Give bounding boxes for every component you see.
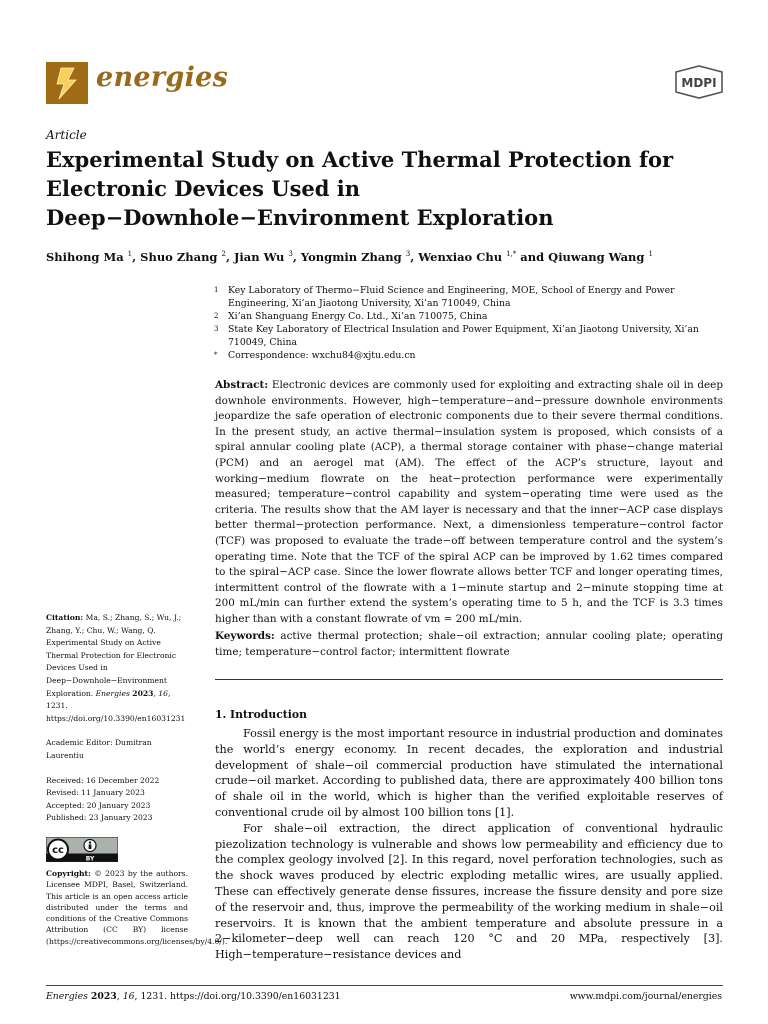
affiliation-item	[214, 323, 726, 349]
author-name: Jian Wu	[233, 249, 285, 264]
footer-citation: Energies 2023, 16, 1231. https://doi.org/10.3390/en16031231	[46, 991, 341, 1002]
citation-block: Citation: Ma, S.; Zhang, S.; Wu, J.; Zhang, Y.; Chu, W.; Wang, Q. Experimental Study on Active Thermal Protection for Electronic Devices Used in Deep−Downhole−Environment Exploration. Energies 2023, 16, 1231. https://doi.org/10.3390/en16031231	[46, 613, 186, 723]
section-divider	[215, 679, 723, 680]
published-date: Published: 23 January 2023	[46, 813, 153, 823]
keywords-label: Keywords:	[215, 630, 275, 642]
author-affiliation-mark: 1	[648, 250, 653, 258]
author-separator: ,	[292, 249, 301, 264]
footer-journal: Energies	[46, 991, 88, 1002]
citation-volume: 16	[158, 688, 168, 698]
abstract-label: Abstract:	[215, 379, 269, 391]
academic-editor: Academic Editor: Dumitran Laurentiu	[46, 738, 152, 760]
affiliation-item	[214, 349, 726, 362]
journal-name: energies	[96, 62, 229, 93]
page-title: Experimental Study on Active Thermal Protection for Electronic Devices Used in Deep−Downhole−Environment Exploration	[46, 147, 674, 230]
author-separator: ,	[225, 249, 234, 264]
footer-year: 2023	[90, 991, 117, 1002]
keywords-text: active thermal protection; shale−oil extraction; annular cooling plate; operating time; temperature−control factor; intermittent flowrate	[215, 630, 723, 658]
author-list	[46, 246, 726, 265]
author-name: Qiuwang Wang	[548, 249, 645, 264]
article-info-sidebar	[46, 612, 228, 947]
svg-text:MDPI: MDPI	[681, 76, 717, 90]
journal-logo-icon	[46, 62, 88, 104]
footer-doi-link[interactable]: , 1231. https://doi.org/10.3390/en16031231	[134, 991, 341, 1002]
affiliation-text: Xi’an Shanguang Energy Co. Ltd., Xi’an 710075, China	[228, 311, 488, 322]
accepted-date: Accepted: 20 January 2023	[46, 800, 151, 810]
abstract-text: Electronic devices are commonly used for exploiting and extracting shale oil in deep downhole environments. However, high−temperature−and−pressure downhole environments jeopardize the safe operation of electronic components due to their severe thermal conditions. In the present study, an active thermal−insulation system is proposed, which consists of a spiral annular cooling plate (ACP), a thermal storage container with phase−change material (PCM) and an aerogel mat (AM). The effect of the ACP’s structure, layout and working−medium flowrate on the heat−protection performance were experimentally measured; temperature−control capability and system−operating time were used as the criteria. The results show that the AM layer is necessary and that the inner−ACP case displays better thermal−protection performance. Next, a dimensionless temperature−control factor (TCF) was proposed to evaluate the trade−off between temperature control and the system’s operating time. Note that the TCF of the spiral ACP can be improved by 1.62 times compared to the spiral−ACP case. Since the lower flowrate allows better TCF and longer operating times, intermittent control of the flowrate with a 1−minute startup and 2−minute stopping time at 200 mL/min can further extend the system’s operating time to 5 h, and the TCF is 3.3 times higher than with a constant flowrate of vm = 200 mL/min.	[215, 379, 723, 625]
footer-volume: 16	[122, 991, 135, 1002]
author-affiliation-mark: 3	[288, 250, 293, 258]
citation-year: 2023	[132, 688, 154, 698]
affiliation-text: Correspondence: wxchu84@xjtu.edu.cn	[228, 350, 416, 361]
affiliation-text: State Key Laboratory of Electrical Insulation and Power Equipment, Xi’an Jiaotong University, Xi’an 710049, China	[228, 324, 699, 348]
paragraph: Fossil energy is the most important resource in industrial production and dominates the world’s energy economy. In recent decades, the exploration and industrial development of shale−oil commercial production have stimulated the international crude−oil market. According to published data, there are approximately 400 billion tons of shale oil in the world, which is higher than the verified exploitable reserves of conventional crude oil by almost 100 billion tons [1].	[215, 727, 723, 819]
author-separator: and	[516, 249, 549, 264]
citation-label: Citation:	[46, 613, 84, 622]
abstract	[215, 378, 723, 628]
affiliation-mark: 3	[214, 325, 219, 333]
affiliation-mark: 1	[214, 286, 219, 294]
affiliation-mark: 2	[214, 312, 219, 320]
citation-text: Ma, S.; Zhang, S.; Wu, J.; Zhang, Y.; Chu, W.; Wang, Q. Experimental Study on Active Thermal Protection for Electronic Devices Used in Deep−Downhole−Environment Exploration.	[46, 613, 182, 698]
affiliation-item	[214, 310, 726, 323]
citation-doi-link[interactable]: , 1231. https://doi.org/10.3390/en16031231	[46, 688, 186, 723]
affiliation-mark: *	[214, 351, 218, 359]
affiliation-text: Key Laboratory of Thermo−Fluid Science and Engineering, MOE, School of Energy and Power Engineering, Xi’an Jiaotong University, Xi’an 710049, China	[228, 285, 675, 309]
svg-text:cc: cc	[52, 844, 64, 856]
journal-header	[46, 60, 726, 106]
affiliation-item	[214, 284, 726, 310]
svg-text:BY: BY	[85, 855, 95, 862]
footer-divider	[46, 985, 723, 986]
citation-journal: Energies	[95, 688, 130, 698]
author-affiliation-mark: 2	[221, 250, 226, 258]
introduction-body	[215, 726, 723, 963]
author-name: Yongmin Zhang	[300, 249, 402, 264]
author-separator: ,	[132, 249, 141, 264]
author-name: Wenxiao Chu	[418, 249, 503, 264]
received-date: Received: 16 December 2022	[46, 775, 160, 785]
copyright-label: Copyright:	[46, 868, 91, 878]
author-separator: ,	[410, 249, 419, 264]
author-affiliation-mark: 1	[127, 250, 133, 258]
author-name: Shuo Zhang	[140, 249, 218, 264]
keywords	[215, 629, 723, 660]
author-affiliation-mark: 1,*	[506, 250, 517, 258]
affiliation-list	[214, 284, 726, 362]
author-name: Shihong Ma	[46, 249, 124, 264]
article-type: Article	[46, 128, 87, 142]
dates-block	[46, 775, 188, 825]
copyright-notice	[46, 868, 228, 947]
mdpi-logo-icon	[672, 64, 726, 100]
author-affiliation-mark: 3	[405, 250, 411, 258]
paragraph: For shale−oil extraction, the direct application of conventional hydraulic piezolization technology is vulnerable and shows low permeability and efficiency due to the complex geology involved [2]. In this regard, novel perforation technologies, such as the shock waves produced by electric exploding metallic wires, are usually applied. These can effectively generate dense fissures, increase the fissure density and pore size of the reservoir and, thus, improve the permeability of the working medium in shale−oil reservoirs. It is known that the ambient temperature and absolute pressure in a 2−kilometer−deep well can reach 120 °C and 20 MPa, respectively [3]. High−temperature−resistance devices and	[215, 821, 723, 962]
cc-by-license-icon[interactable]	[46, 837, 118, 862]
footer-journal-url[interactable]: www.mdpi.com/journal/energies	[569, 991, 722, 1002]
revised-date: Revised: 11 January 2023	[46, 788, 145, 798]
section-heading-introduction: 1. Introduction	[215, 708, 307, 721]
copyright-text: © 2023 by the authors. Licensee MDPI, Basel, Switzerland. This article is an open access article distributed under the terms and conditions of the Creative Commons Attribution (CC BY) license (https://creativecommons.org/licenses/by/4.0/).	[46, 868, 228, 946]
